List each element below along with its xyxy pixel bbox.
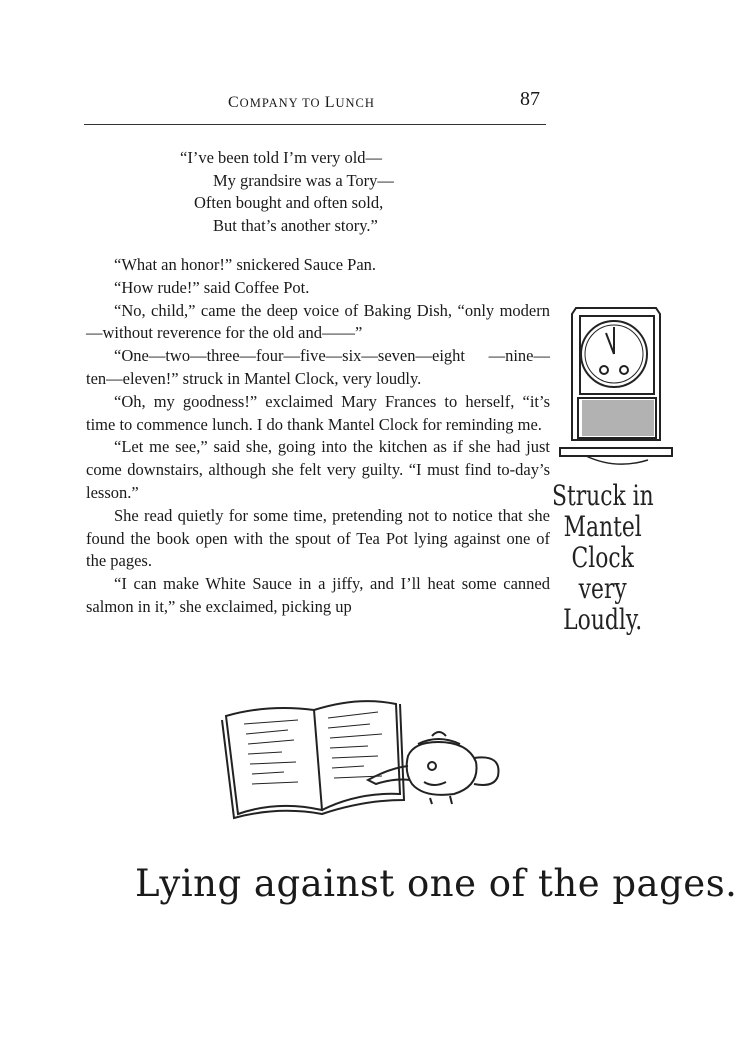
paragraph: “One—two—three—four—five—six—seven—eight —nine—ten—eleven!” struck in Mantel Clock, very loudly. [86, 346, 550, 388]
page-number: 87 [520, 88, 540, 110]
mantel-clock-illustration [556, 300, 686, 490]
clock-caption [552, 480, 653, 635]
header-title-part-2: UNCH [335, 96, 375, 110]
header-title-initial: C [228, 94, 240, 111]
header-title-part: OMPANY TO [239, 96, 325, 110]
paragraph: “What an honor!” snickered Sauce Pan. [114, 255, 377, 274]
illustration-caption: Lying against one of the pages. [135, 862, 738, 905]
header-rule [84, 124, 546, 125]
running-header [228, 94, 375, 112]
verse [100, 147, 394, 237]
clock-caption-line: Struck in [552, 479, 654, 512]
paragraph: She read quietly for some time, pretending not to notice that she found the book open with the spout of Tea Pot lying against one of the pages. [86, 505, 550, 571]
clock-caption-line: very [578, 572, 627, 605]
paragraph: “How rude!” said Coffee Pot. [114, 277, 310, 297]
header-title-initial-2: L [324, 94, 336, 111]
clock-caption-line: Clock [571, 541, 634, 574]
paragraph: “I can make White Sauce in a jiffy, and I’ll heat some canned salmon in it,” she exclaimed, picking up [86, 574, 550, 616]
clock-caption-line: Loudly. [563, 603, 643, 636]
body-text [86, 254, 550, 619]
verse-line: But that’s another story.” [213, 215, 378, 235]
paragraph: “No, child,” came the deep voice of Baking Dish, “only modern—without reverence for the old and——” [86, 300, 550, 343]
book-and-teapot-illustration [218, 690, 518, 830]
paragraph: “Oh, my goodness!” exclaimed Mary Frances to herself, “it’s time to commence lunch. I do thank Mantel Clock for reminding me. [86, 391, 550, 434]
verse-line: “I’ve been told I’m very old— [180, 148, 383, 167]
verse-line: My grandsire was a Tory— [213, 170, 394, 190]
verse-line: Often bought and often sold, [194, 193, 384, 212]
paragraph: “Let me see,” said she, going into the kitchen as if she had just come downstairs, although she felt very guilty. “I must find to-day’s lesson.” [86, 437, 550, 502]
clock-caption-line: Mantel [563, 510, 642, 543]
